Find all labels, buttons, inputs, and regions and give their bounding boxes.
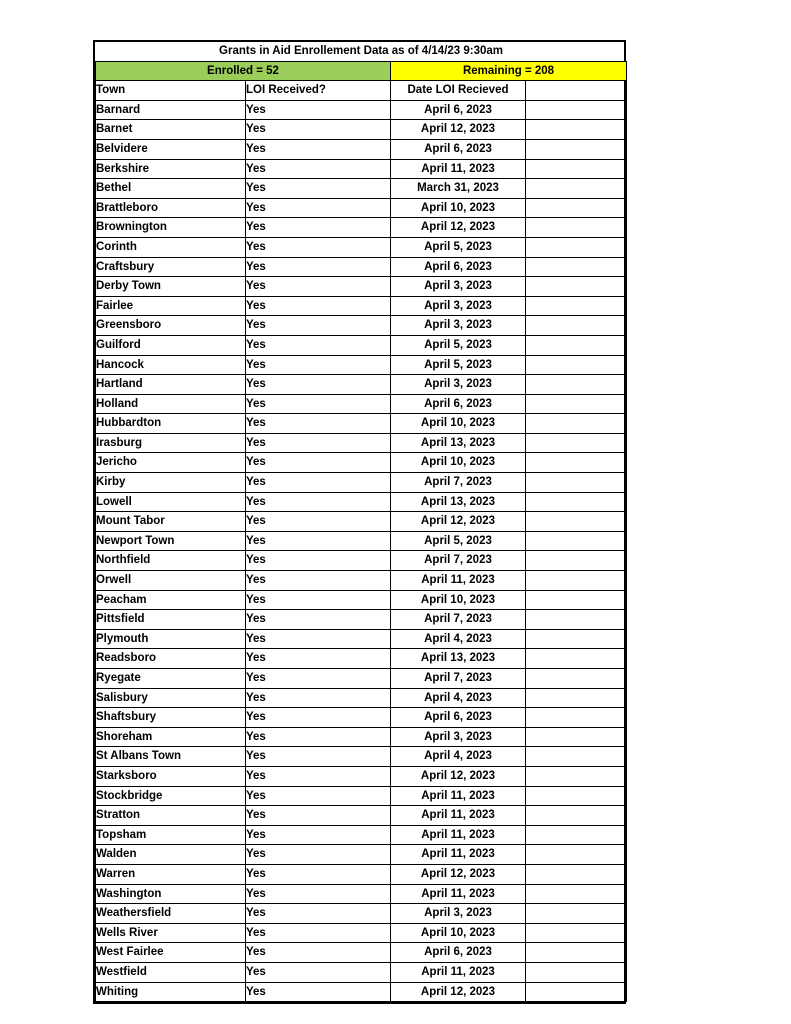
cell-town: Hubbardton [96,414,246,434]
cell-loi-received: Yes [246,904,391,924]
cell-town: Guilford [96,335,246,355]
cell-town: Plymouth [96,629,246,649]
cell-date-loi-recieved: April 3, 2023 [391,727,526,747]
cell-town: Washington [96,884,246,904]
cell-loi-received: Yes [246,355,391,375]
table-row [96,257,627,277]
cell-date-loi-recieved: April 12, 2023 [391,120,526,140]
cell-town: Lowell [96,492,246,512]
cell-loi-received: Yes [246,884,391,904]
cell-loi-received: Yes [246,747,391,767]
cell-notes [526,884,627,904]
cell-loi-received: Yes [246,100,391,120]
table-row [96,923,627,943]
cell-notes [526,433,627,453]
cell-town: Fairlee [96,296,246,316]
column-header-loi-received: LOI Received? [246,81,391,101]
cell-town: Barnard [96,100,246,120]
cell-town: Craftsbury [96,257,246,277]
cell-loi-received: Yes [246,982,391,1002]
cell-notes [526,473,627,493]
cell-date-loi-recieved: April 6, 2023 [391,100,526,120]
cell-date-loi-recieved: April 11, 2023 [391,571,526,591]
cell-date-loi-recieved: April 7, 2023 [391,551,526,571]
cell-date-loi-recieved: April 4, 2023 [391,747,526,767]
table-body [96,42,627,1002]
cell-loi-received: Yes [246,610,391,630]
table-row [96,198,627,218]
cell-town: Barnet [96,120,246,140]
cell-date-loi-recieved: April 12, 2023 [391,982,526,1002]
cell-notes [526,629,627,649]
table-row [96,982,627,1002]
cell-notes [526,962,627,982]
cell-date-loi-recieved: April 6, 2023 [391,257,526,277]
cell-notes [526,688,627,708]
cell-town: Walden [96,845,246,865]
grants-table-sheet [93,40,626,1004]
cell-notes [526,786,627,806]
table-row [96,708,627,728]
cell-loi-received: Yes [246,688,391,708]
cell-loi-received: Yes [246,139,391,159]
cell-date-loi-recieved: April 5, 2023 [391,355,526,375]
cell-town: Weathersfield [96,904,246,924]
cell-loi-received: Yes [246,845,391,865]
table-row [96,335,627,355]
cell-notes [526,296,627,316]
cell-town: Warren [96,864,246,884]
table-row [96,884,627,904]
column-header-town: Town [96,81,246,101]
table-row [96,218,627,238]
cell-town: Hartland [96,375,246,395]
cell-date-loi-recieved: April 3, 2023 [391,277,526,297]
cell-town: Readsboro [96,649,246,669]
cell-loi-received: Yes [246,590,391,610]
cell-town: Northfield [96,551,246,571]
cell-town: Whiting [96,982,246,1002]
cell-notes [526,218,627,238]
cell-loi-received: Yes [246,864,391,884]
cell-date-loi-recieved: April 4, 2023 [391,688,526,708]
cell-date-loi-recieved: April 7, 2023 [391,610,526,630]
cell-loi-received: Yes [246,120,391,140]
cell-loi-received: Yes [246,375,391,395]
cell-loi-received: Yes [246,492,391,512]
cell-notes [526,590,627,610]
cell-loi-received: Yes [246,649,391,669]
cell-loi-received: Yes [246,943,391,963]
cell-date-loi-recieved: April 12, 2023 [391,864,526,884]
cell-town: Corinth [96,237,246,257]
cell-notes [526,864,627,884]
cell-notes [526,747,627,767]
cell-notes [526,492,627,512]
cell-notes [526,766,627,786]
table-row [96,355,627,375]
enrolled-badge: Enrolled = 52 [96,61,391,81]
cell-loi-received: Yes [246,825,391,845]
cell-town: Hancock [96,355,246,375]
cell-date-loi-recieved: April 11, 2023 [391,159,526,179]
cell-date-loi-recieved: April 12, 2023 [391,218,526,238]
cell-notes [526,179,627,199]
cell-town: Wells River [96,923,246,943]
table-row [96,277,627,297]
cell-notes [526,394,627,414]
cell-notes [526,277,627,297]
cell-notes [526,237,627,257]
cell-date-loi-recieved: April 12, 2023 [391,766,526,786]
cell-notes [526,139,627,159]
table-row [96,649,627,669]
cell-date-loi-recieved: April 10, 2023 [391,590,526,610]
cell-town: Kirby [96,473,246,493]
cell-town: Bethel [96,179,246,199]
cell-date-loi-recieved: April 6, 2023 [391,394,526,414]
cell-date-loi-recieved: April 11, 2023 [391,806,526,826]
cell-date-loi-recieved: April 10, 2023 [391,414,526,434]
cell-notes [526,708,627,728]
cell-date-loi-recieved: April 11, 2023 [391,884,526,904]
cell-loi-received: Yes [246,453,391,473]
grants-table [95,42,627,1002]
cell-date-loi-recieved: April 3, 2023 [391,296,526,316]
table-row [96,629,627,649]
cell-town: Pittsfield [96,610,246,630]
cell-loi-received: Yes [246,669,391,689]
title-row [96,42,627,61]
cell-date-loi-recieved: April 11, 2023 [391,962,526,982]
column-header-date-loi-recieved: Date LOI Recieved [391,81,526,101]
cell-notes [526,610,627,630]
cell-date-loi-recieved: April 3, 2023 [391,316,526,336]
cell-town: Belvidere [96,139,246,159]
table-row [96,492,627,512]
table-row [96,179,627,199]
cell-loi-received: Yes [246,179,391,199]
cell-notes [526,531,627,551]
table-row [96,688,627,708]
cell-town: Holland [96,394,246,414]
cell-date-loi-recieved: April 5, 2023 [391,237,526,257]
table-row [96,864,627,884]
cell-loi-received: Yes [246,159,391,179]
cell-loi-received: Yes [246,786,391,806]
cell-date-loi-recieved: April 10, 2023 [391,198,526,218]
table-row [96,453,627,473]
table-row [96,943,627,963]
cell-notes [526,943,627,963]
table-row [96,100,627,120]
cell-notes [526,316,627,336]
cell-town: Greensboro [96,316,246,336]
table-row [96,473,627,493]
cell-notes [526,806,627,826]
cell-loi-received: Yes [246,551,391,571]
cell-town: Brattleboro [96,198,246,218]
cell-town: Peacham [96,590,246,610]
cell-notes [526,982,627,1002]
table-row [96,531,627,551]
cell-notes [526,159,627,179]
table-row [96,120,627,140]
cell-notes [526,120,627,140]
table-row [96,571,627,591]
table-row [96,433,627,453]
cell-loi-received: Yes [246,198,391,218]
cell-loi-received: Yes [246,962,391,982]
cell-loi-received: Yes [246,218,391,238]
cell-date-loi-recieved: April 6, 2023 [391,943,526,963]
cell-loi-received: Yes [246,766,391,786]
table-row [96,316,627,336]
cell-notes [526,512,627,532]
cell-town: Westfield [96,962,246,982]
cell-date-loi-recieved: April 11, 2023 [391,825,526,845]
table-row [96,747,627,767]
cell-notes [526,100,627,120]
cell-date-loi-recieved: April 12, 2023 [391,512,526,532]
table-row [96,825,627,845]
cell-notes [526,551,627,571]
table-row [96,806,627,826]
table-row [96,375,627,395]
cell-town: Starksboro [96,766,246,786]
cell-town: Shoreham [96,727,246,747]
cell-date-loi-recieved: April 13, 2023 [391,492,526,512]
table-row [96,512,627,532]
cell-loi-received: Yes [246,512,391,532]
cell-loi-received: Yes [246,806,391,826]
table-row [96,669,627,689]
cell-notes [526,571,627,591]
cell-town: Irasburg [96,433,246,453]
cell-loi-received: Yes [246,629,391,649]
cell-loi-received: Yes [246,473,391,493]
cell-loi-received: Yes [246,316,391,336]
cell-town: Stratton [96,806,246,826]
table-row [96,159,627,179]
table-row [96,139,627,159]
cell-date-loi-recieved: April 11, 2023 [391,786,526,806]
table-row [96,786,627,806]
cell-date-loi-recieved: April 6, 2023 [391,139,526,159]
cell-notes [526,825,627,845]
cell-date-loi-recieved: April 7, 2023 [391,669,526,689]
cell-notes [526,669,627,689]
cell-date-loi-recieved: April 13, 2023 [391,649,526,669]
page-title: Grants in Aid Enrollement Data as of 4/14/23 9:30am [96,42,627,61]
cell-town: Mount Tabor [96,512,246,532]
cell-notes [526,727,627,747]
table-row [96,296,627,316]
remaining-badge: Remaining = 208 [391,61,627,81]
cell-loi-received: Yes [246,433,391,453]
cell-notes [526,375,627,395]
cell-town: Newport Town [96,531,246,551]
cell-date-loi-recieved: April 10, 2023 [391,923,526,943]
table-row [96,237,627,257]
cell-town: Salisbury [96,688,246,708]
cell-town: Shaftsbury [96,708,246,728]
cell-date-loi-recieved: April 13, 2023 [391,433,526,453]
cell-notes [526,414,627,434]
cell-notes [526,923,627,943]
cell-town: Orwell [96,571,246,591]
table-row [96,610,627,630]
cell-notes [526,198,627,218]
table-row [96,727,627,747]
cell-date-loi-recieved: April 6, 2023 [391,708,526,728]
cell-town: Ryegate [96,669,246,689]
cell-town: Jericho [96,453,246,473]
cell-notes [526,845,627,865]
cell-notes [526,335,627,355]
cell-loi-received: Yes [246,237,391,257]
cell-town: Stockbridge [96,786,246,806]
cell-date-loi-recieved: April 11, 2023 [391,845,526,865]
cell-loi-received: Yes [246,296,391,316]
table-row [96,590,627,610]
cell-loi-received: Yes [246,414,391,434]
cell-town: Derby Town [96,277,246,297]
cell-loi-received: Yes [246,708,391,728]
table-row [96,551,627,571]
table-row [96,904,627,924]
cell-town: Berkshire [96,159,246,179]
cell-loi-received: Yes [246,277,391,297]
cell-town: West Fairlee [96,943,246,963]
cell-notes [526,257,627,277]
cell-notes [526,453,627,473]
cell-date-loi-recieved: April 3, 2023 [391,375,526,395]
cell-loi-received: Yes [246,727,391,747]
cell-town: Brownington [96,218,246,238]
header-row [96,81,627,101]
cell-date-loi-recieved: April 4, 2023 [391,629,526,649]
table-row [96,766,627,786]
cell-loi-received: Yes [246,923,391,943]
cell-loi-received: Yes [246,571,391,591]
cell-notes [526,355,627,375]
table-row [96,962,627,982]
cell-loi-received: Yes [246,394,391,414]
cell-town: St Albans Town [96,747,246,767]
table-row [96,394,627,414]
cell-notes [526,649,627,669]
cell-date-loi-recieved: April 3, 2023 [391,904,526,924]
cell-notes [526,904,627,924]
cell-date-loi-recieved: April 7, 2023 [391,473,526,493]
summary-row [96,61,627,81]
column-header-blank [526,81,627,101]
cell-date-loi-recieved: April 10, 2023 [391,453,526,473]
cell-loi-received: Yes [246,531,391,551]
cell-loi-received: Yes [246,335,391,355]
cell-town: Topsham [96,825,246,845]
cell-loi-received: Yes [246,257,391,277]
table-row [96,845,627,865]
cell-date-loi-recieved: April 5, 2023 [391,335,526,355]
table-row [96,414,627,434]
cell-date-loi-recieved: March 31, 2023 [391,179,526,199]
cell-date-loi-recieved: April 5, 2023 [391,531,526,551]
